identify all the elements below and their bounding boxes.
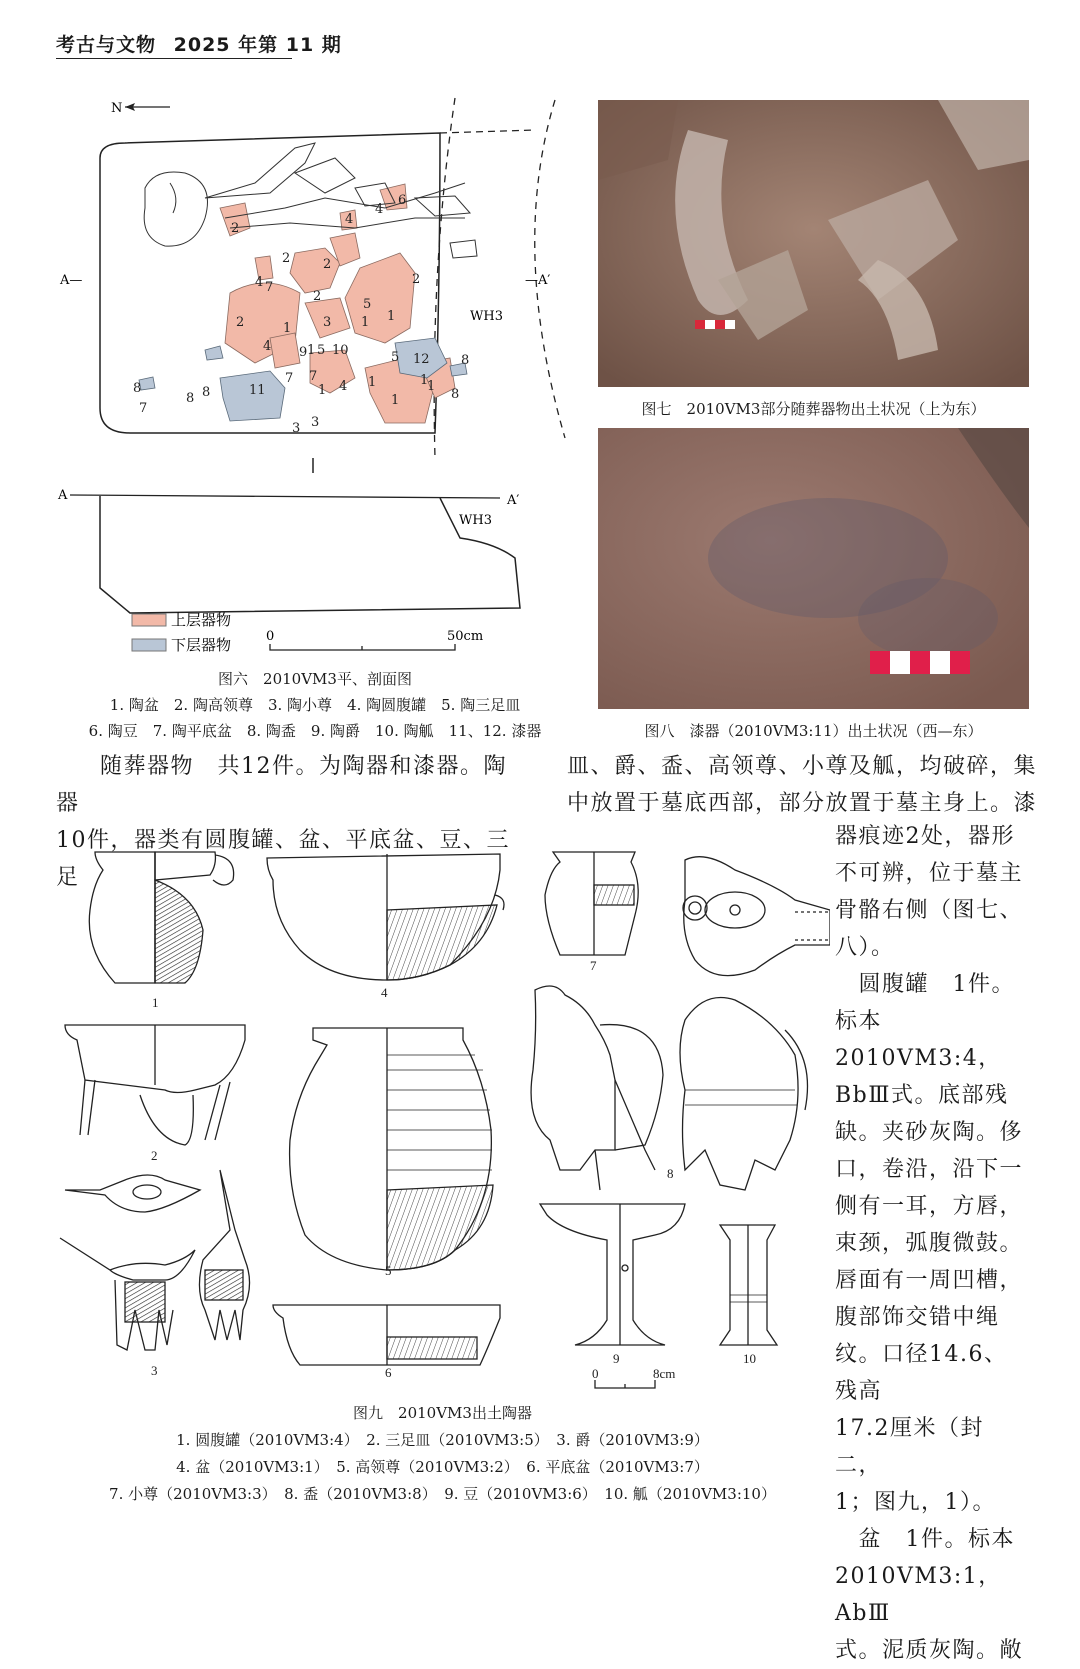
label-5: 5 bbox=[385, 1263, 392, 1278]
north-label: N bbox=[111, 101, 123, 116]
fig9-pottery-drawings bbox=[55, 840, 830, 1400]
svg-text:1: 1 bbox=[368, 375, 377, 390]
col-line: 腹部饰交错中绳 bbox=[835, 1305, 1000, 1330]
vessel-4-basin bbox=[267, 854, 504, 980]
label-7: 7 bbox=[590, 958, 597, 973]
journal-name: 考古与文物 bbox=[56, 34, 157, 56]
wh3-plan-label: WH3 bbox=[470, 309, 503, 324]
col-line: 式。泥质灰陶。敞 bbox=[835, 1638, 1024, 1663]
fig6-legend-line1: 1. 陶盆 2. 陶高领尊 3. 陶小尊 4. 陶圆腹罐 5. 陶三足皿 bbox=[109, 696, 521, 714]
svg-text:4: 4 bbox=[263, 339, 272, 354]
svg-text:1: 1 bbox=[283, 321, 292, 336]
section-a-left: A— bbox=[60, 273, 83, 288]
label-1: 1 bbox=[152, 995, 159, 1010]
svg-text:7: 7 bbox=[309, 369, 318, 384]
fig7-photo bbox=[598, 100, 1029, 387]
col-line: 纹。口径14.6、残高 bbox=[835, 1342, 1008, 1404]
col-line: 盆 1件。标本 bbox=[835, 1527, 1015, 1552]
section-a-prime-label: A′ bbox=[507, 493, 520, 508]
vessel-8-he-side bbox=[531, 986, 807, 1190]
section-a-right: —A′ bbox=[525, 273, 551, 288]
legend-lower-swatch bbox=[132, 639, 166, 651]
svg-text:12: 12 bbox=[413, 352, 430, 367]
svg-text:1: 1 bbox=[318, 383, 327, 398]
svg-text:6: 6 bbox=[398, 193, 407, 208]
label-10: 10 bbox=[743, 1351, 756, 1366]
text-left-line1: 随葬器物 共12件。为陶器和漆器。陶器 bbox=[56, 754, 507, 816]
skeleton-outline bbox=[144, 143, 477, 258]
section-profile bbox=[100, 496, 520, 613]
label-8: 8 bbox=[667, 1166, 674, 1181]
col-line: 八）。 bbox=[835, 935, 895, 960]
fig9-legend-line2: 4. 盆（2010ⅤM3:1） 5. 高领尊（2010ⅤM3:2） 6. 平底盆（2010ⅤM3:7） bbox=[176, 1458, 709, 1476]
col-line: BbⅢ式。底部残 bbox=[835, 1083, 1009, 1108]
scale-bar bbox=[270, 644, 455, 650]
svg-text:5: 5 bbox=[317, 343, 326, 358]
wh3-boundary-right bbox=[535, 100, 565, 438]
vessel-5-zun bbox=[290, 1028, 493, 1270]
svg-text:5: 5 bbox=[363, 297, 372, 312]
text-right-line1: 皿、爵、盉、高领尊、小尊及觚，均破碎，集 bbox=[567, 754, 1038, 779]
fig8-photo bbox=[598, 428, 1029, 709]
fig9-scale-end: 8cm bbox=[653, 1366, 676, 1381]
fig9-legend-line3: 7. 小尊（2010ⅤM3:3） 8. 盉（2010ⅤM3:8） 9. 豆（2010ⅤM3:6） 10. 觚（2010ⅤM3:10） bbox=[109, 1485, 776, 1503]
svg-text:3: 3 bbox=[323, 315, 332, 330]
svg-text:8: 8 bbox=[461, 353, 470, 368]
svg-text:1: 1 bbox=[427, 379, 436, 394]
fig8-photo-art bbox=[598, 428, 1029, 709]
svg-text:2: 2 bbox=[323, 257, 332, 272]
svg-text:1: 1 bbox=[387, 309, 396, 324]
svg-text:9: 9 bbox=[299, 345, 308, 360]
col-line: 圆腹罐 1件。 bbox=[835, 972, 1015, 997]
vessel-2-tripod-dish bbox=[65, 1025, 245, 1145]
section-ground-line bbox=[70, 495, 500, 498]
fig9-title: 图九 2010ⅤM3出土陶器 bbox=[353, 1404, 532, 1422]
vessel-10-gu bbox=[720, 1225, 777, 1345]
fig9-scale-bar bbox=[595, 1380, 655, 1388]
vessel-3-jue bbox=[60, 1170, 250, 1350]
legend-upper-label: 上层器物 bbox=[171, 611, 232, 629]
fig6-legend-line2: 6. 陶豆 7. 陶平底盆 8. 陶盉 9. 陶爵 10. 陶觚 11、12. 漆器 bbox=[88, 722, 542, 740]
label-2: 2 bbox=[151, 1148, 158, 1163]
col-line: 标本2010ⅤM3:4， bbox=[835, 1009, 1002, 1071]
label-9: 9 bbox=[613, 1351, 620, 1366]
fig6-plan-section bbox=[55, 88, 575, 668]
svg-text:2: 2 bbox=[231, 221, 240, 236]
svg-text:8: 8 bbox=[451, 387, 460, 402]
text-narrow-col bbox=[835, 818, 1030, 1669]
vessel-1-jar bbox=[89, 852, 233, 983]
col-line: 束颈，弧腹微鼓。 bbox=[835, 1231, 1024, 1256]
col-line: 不可辨，位于墓主 bbox=[835, 861, 1024, 886]
vessel-6-flat-basin bbox=[273, 1305, 500, 1365]
svg-text:2: 2 bbox=[412, 272, 421, 287]
svg-text:1: 1 bbox=[361, 315, 370, 330]
svg-text:2: 2 bbox=[282, 251, 291, 266]
wh3-section-label: WH3 bbox=[459, 513, 492, 528]
svg-text:4: 4 bbox=[255, 275, 264, 290]
svg-text:10: 10 bbox=[332, 343, 349, 358]
col-line: 1；图九，1）。 bbox=[835, 1490, 996, 1515]
legend-upper-swatch bbox=[132, 614, 166, 626]
col-line: 缺。夹砂灰陶。侈 bbox=[835, 1120, 1024, 1145]
legend-lower-label: 下层器物 bbox=[171, 636, 232, 654]
col-line: 17.2厘米（封二， bbox=[835, 1416, 984, 1478]
running-header bbox=[56, 30, 342, 57]
col-line: 口，卷沿，沿下一 bbox=[835, 1157, 1024, 1182]
fig7-caption: 图七 2010ⅤM3部分随葬器物出土状况（上为东） bbox=[641, 400, 986, 418]
svg-text:11: 11 bbox=[249, 383, 266, 398]
text-right-line2: 中放置于墓底西部，部分放置于墓主身上。漆 bbox=[567, 791, 1038, 816]
col-line: 器痕迹2处，器形 bbox=[835, 824, 1015, 849]
label-4: 4 bbox=[381, 985, 388, 1000]
svg-text:1: 1 bbox=[391, 393, 400, 408]
svg-text:7: 7 bbox=[139, 401, 148, 416]
col-line: 唇面有一周凹槽， bbox=[835, 1268, 1024, 1293]
svg-text:7: 7 bbox=[285, 371, 294, 386]
svg-text:3: 3 bbox=[292, 421, 301, 436]
vessel-9-dou bbox=[540, 1204, 685, 1345]
svg-text:8: 8 bbox=[202, 385, 211, 400]
label-6: 6 bbox=[385, 1365, 392, 1380]
fig7-photo-art bbox=[598, 100, 1029, 387]
col-line: 2010ⅤM3:1，AbⅢ bbox=[835, 1564, 1002, 1626]
svg-text:1: 1 bbox=[420, 373, 429, 388]
col-line: 骨骼右侧（图七、 bbox=[835, 898, 1024, 923]
text-right-col bbox=[567, 748, 1037, 822]
svg-text:4: 4 bbox=[345, 212, 354, 227]
section-a-label: A bbox=[58, 488, 68, 503]
svg-text:4: 4 bbox=[339, 379, 348, 394]
wh3-boundary-left bbox=[434, 98, 455, 458]
svg-text:8: 8 bbox=[186, 391, 195, 406]
svg-text:5: 5 bbox=[391, 350, 400, 365]
scale-end: 50cm bbox=[447, 629, 484, 644]
vessel-8-top-view bbox=[683, 857, 830, 976]
svg-text:2: 2 bbox=[236, 315, 245, 330]
svg-text:8: 8 bbox=[133, 381, 142, 396]
svg-text:2: 2 bbox=[313, 289, 322, 304]
svg-text:3: 3 bbox=[311, 415, 320, 430]
fig6-title: 图六 2010ⅤM3平、剖面图 bbox=[218, 670, 412, 688]
issue-number: 2025 年第 11 期 bbox=[173, 34, 342, 56]
fig9-scale-zero: 0 bbox=[592, 1366, 599, 1381]
col-line: 侧有一耳，方唇， bbox=[835, 1194, 1024, 1219]
fig9-legend-line1: 1. 圆腹罐（2010ⅤM3:4） 2. 三足皿（2010ⅤM3:5） 3. 爵（2010ⅤM3:9） bbox=[176, 1431, 709, 1449]
svg-text:1: 1 bbox=[307, 343, 316, 358]
dashed-edge-top bbox=[440, 130, 535, 133]
text-left-line2: 10件，器类有圆腹罐、盆、平底盆、豆、三足 bbox=[56, 828, 510, 890]
label-3: 3 bbox=[151, 1363, 158, 1378]
svg-text:7: 7 bbox=[265, 280, 274, 295]
fig8-caption: 图八 漆器（2010ⅤM3:11）出土状况（西—东） bbox=[644, 722, 983, 740]
svg-text:4: 4 bbox=[375, 202, 384, 217]
scale-zero: 0 bbox=[266, 629, 275, 644]
header-rule bbox=[56, 58, 292, 59]
vessel-7-small-zun bbox=[545, 852, 638, 955]
